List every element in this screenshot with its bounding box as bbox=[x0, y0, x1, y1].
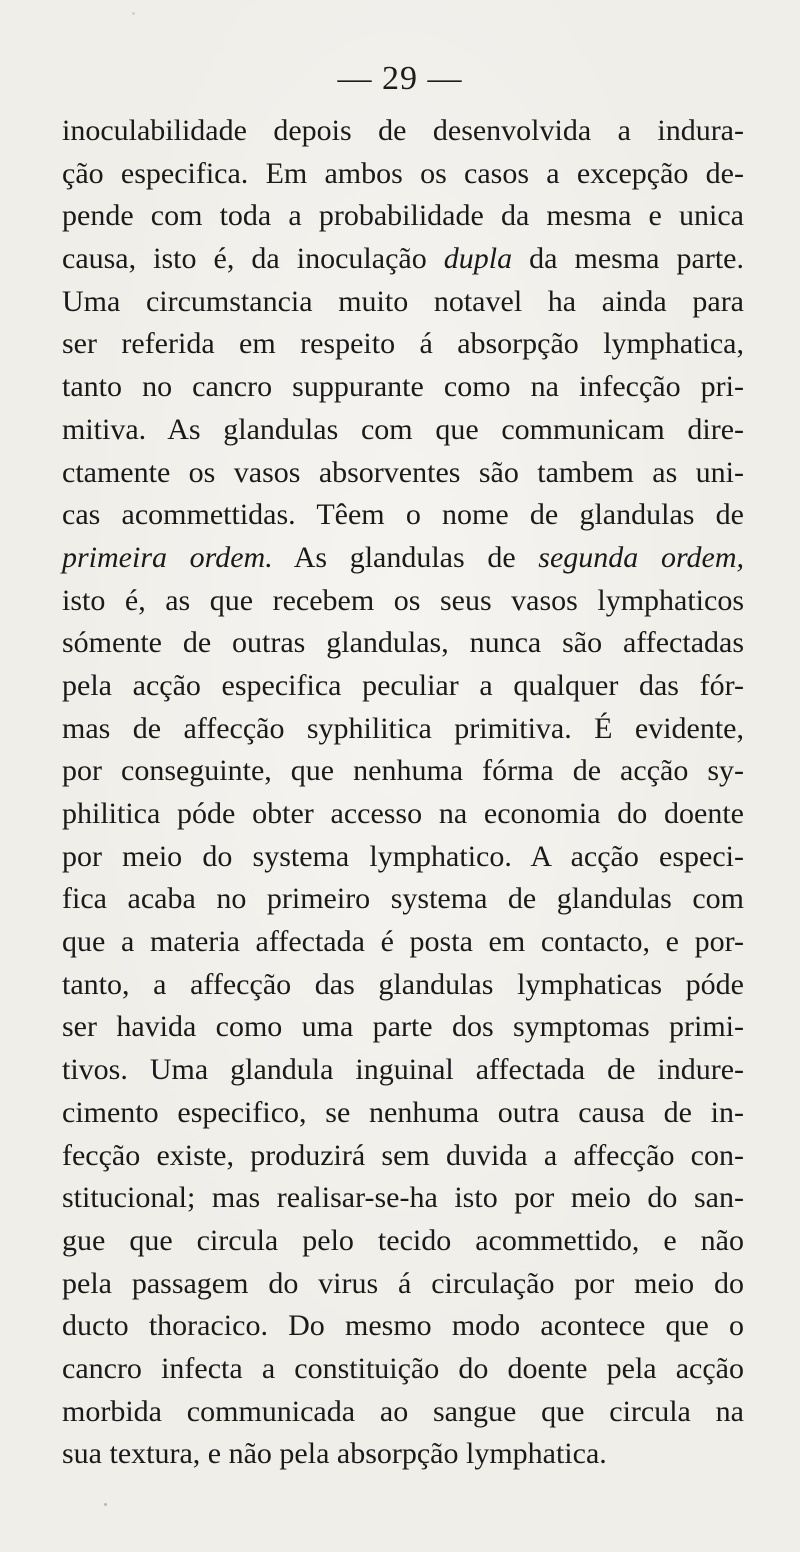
text-line: isto é, as que recebem os seus vasos lymphaticos bbox=[62, 583, 744, 617]
italic-phrase: primeira ordem. bbox=[62, 540, 273, 574]
paper-speck bbox=[104, 1503, 107, 1506]
text-line: pela passagem do virus á circulação por meio do bbox=[62, 1266, 744, 1300]
text-line bbox=[62, 537, 744, 580]
italic-phrase: segunda ordem, bbox=[538, 540, 744, 574]
text-line: que a materia affectada é posta em contacto, e por- bbox=[62, 925, 744, 959]
text-run: causa, isto é, da inoculação bbox=[62, 242, 444, 276]
text-line: fecção existe, produzirá sem duvida a affecção con- bbox=[62, 1138, 744, 1172]
text-line: mitiva. As glandulas com que communicam dire- bbox=[62, 412, 744, 446]
italic-word: dupla bbox=[443, 242, 513, 276]
text-line: tivos. Uma glandula inguinal affectada de indure- bbox=[62, 1053, 744, 1087]
text-line: ctamente os vasos absorventes são tambem as uni- bbox=[62, 455, 744, 489]
text-line: stitucional; mas realisar-se-ha isto por meio do san- bbox=[62, 1181, 744, 1215]
text-line: ducto thoracico. Do mesmo modo acontece que o bbox=[62, 1309, 744, 1343]
text-line: ção especifica. Em ambos os casos a excepção de- bbox=[62, 156, 744, 190]
paper-speck bbox=[132, 12, 135, 15]
text-line: cancro infecta a constituição do doente pela acção bbox=[62, 1351, 744, 1385]
text-run: da mesma parte. bbox=[512, 242, 744, 276]
text-line: cimento especifico, se nenhuma outra causa de in- bbox=[62, 1095, 744, 1129]
text-line: ser havida como uma parte dos symptomas primi- bbox=[62, 1010, 744, 1044]
text-line: mas de affecção syphilitica primitiva. É evidente, bbox=[62, 711, 744, 745]
text-line: pende com toda a probabilidade da mesma e unica bbox=[62, 199, 744, 233]
text-line: morbida communicada ao sangue que circula na bbox=[62, 1394, 744, 1428]
text-line: cas acommettidas. Têem o nome de glandulas de bbox=[62, 498, 744, 532]
text-line: sómente de outras glandulas, nunca são affectadas bbox=[62, 626, 744, 660]
body-text bbox=[62, 110, 744, 1476]
text-line: philitica póde obter accesso na economia do doente bbox=[62, 797, 744, 830]
text-line: sua textura, e não pela absorpção lymphatica. bbox=[62, 1437, 607, 1471]
text-line: por conseguinte, que nenhuma fórma de acção sy- bbox=[62, 754, 744, 788]
text-line: Uma circumstancia muito notavel ha ainda para bbox=[62, 284, 744, 318]
text-run: As glandulas de bbox=[272, 540, 539, 574]
text-line: tanto, a affecção das glandulas lymphaticas póde bbox=[62, 967, 744, 1001]
text-line: tanto no cancro suppurante como na infecção pri- bbox=[62, 370, 744, 404]
text-line: pela acção especifica peculiar a qualquer das fór- bbox=[62, 668, 744, 702]
page-number: — 29 — bbox=[337, 60, 463, 97]
text-line: fica acaba no primeiro systema de glandulas com bbox=[62, 882, 744, 916]
text-line: gue que circula pelo tecido acommettido, e não bbox=[62, 1223, 744, 1257]
text-line: por meio do systema lymphatico. A acção especi- bbox=[62, 839, 744, 873]
text-line: ser referida em respeito á absorpção lymphatica, bbox=[62, 327, 744, 361]
text-line: inoculabilidade depois de desenvolvida a indura- bbox=[62, 114, 744, 147]
text-line bbox=[62, 238, 744, 281]
